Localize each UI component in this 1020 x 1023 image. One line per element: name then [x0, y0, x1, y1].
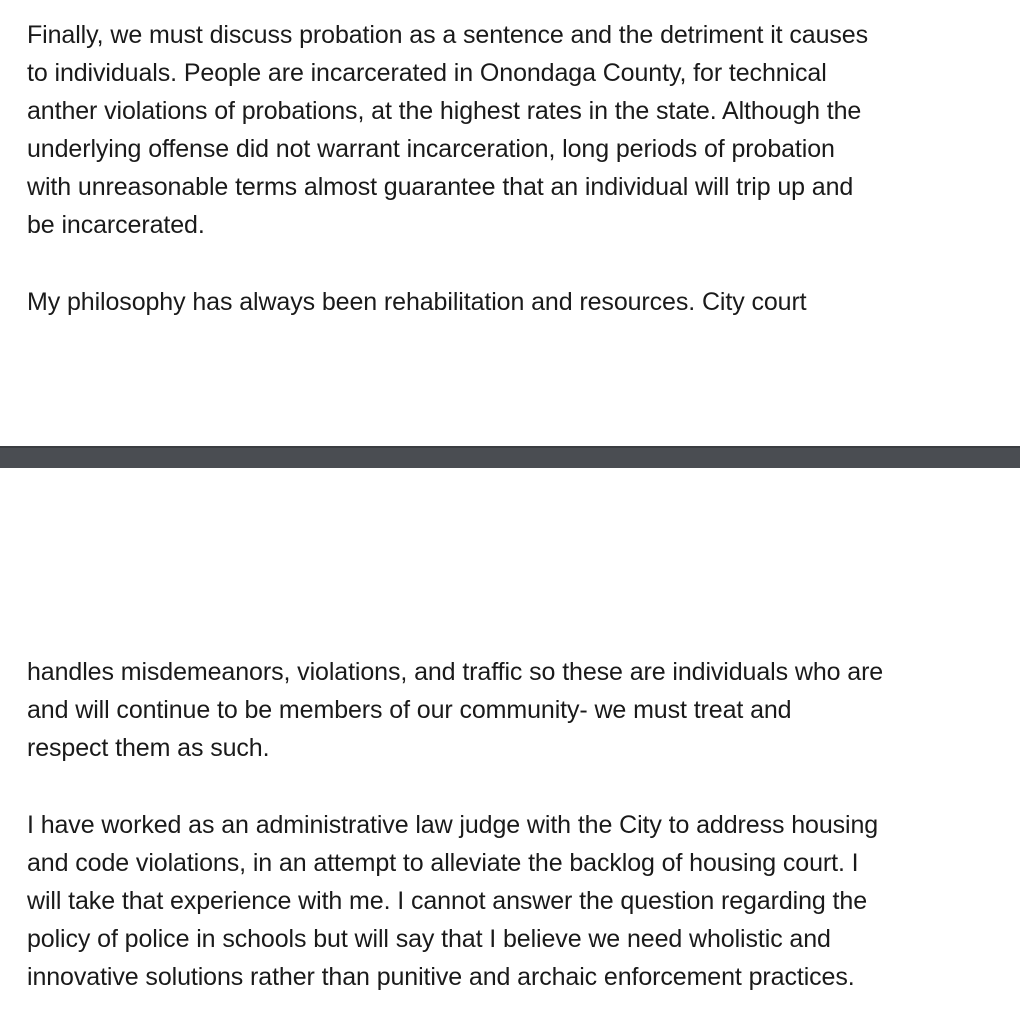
philosophy-paragraph: My philosophy has always been rehabilitation and resources. City court: [27, 288, 807, 316]
bottom-screenshot-panel: [0, 468, 1020, 1023]
administrative-judge-paragraph: I have worked as an administrative law judge with the City to address housing and code violations, in an attempt to alleviate the backlog of housing court. I will take that experience with me. I cannot answer the question regarding the policy of police in schools but will say that I believe we need wholistic and innovative solutions rather than punitive and archaic enforcement practices.: [27, 811, 879, 991]
screenshot-divider: [0, 446, 1020, 468]
city-court-paragraph: handles misdemeanors, violations, and traffic so these are individuals who are and will continue to be members of our community- we must treat and respect them as such.: [27, 658, 884, 762]
top-screenshot-panel: [0, 0, 1020, 446]
probation-paragraph: Finally, we must discuss probation as a sentence and the detriment it causes to individuals. People are incarcerated in Onondaga County, for technical anther violations of probations, at the highest rates in the state. Although the underlying offense did not warrant incarceration, long periods of probation with unreasonable terms almost guarantee that an individual will trip up and be incarcerated.: [27, 21, 868, 239]
